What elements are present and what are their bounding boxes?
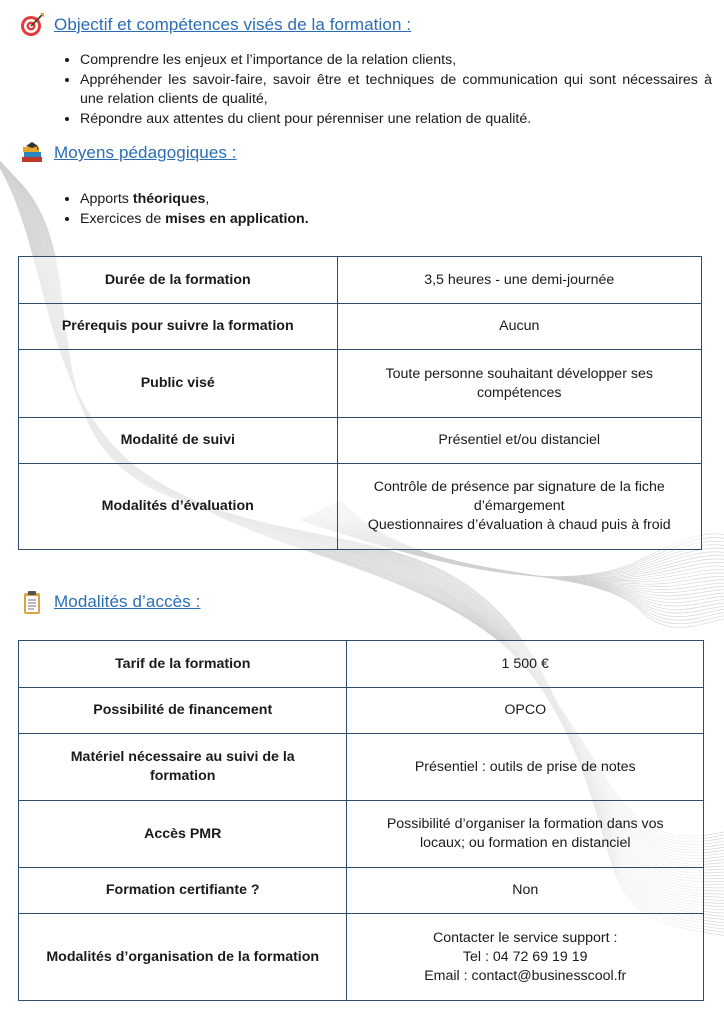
table-row — [19, 304, 702, 350]
list-item: • Appréhender les savoir-faire, savoir être et techniques de communication qui sont nécessaires à une relation clients de qualité, — [80, 71, 712, 110]
acces-heading — [18, 588, 200, 616]
acces-title: Modalités d’accès : — [54, 592, 201, 611]
table-row — [19, 350, 702, 418]
objectifs-heading — [18, 11, 411, 39]
books-icon — [18, 139, 46, 167]
row-label: Possibilité de financement — [19, 688, 347, 734]
row-value: 3,5 heures - une demi-journée — [337, 257, 702, 304]
table-row — [19, 734, 704, 801]
objectifs-title: Objectif et compétences visés de la formation : — [54, 15, 412, 34]
row-value: Contrôle de présence par signature de la fiche d’émargement Questionnaires d’évaluation à chaud puis à froid — [337, 464, 702, 550]
moyens-title: Moyens pédagogiques : — [54, 143, 237, 162]
table-row — [19, 464, 702, 550]
table-row — [19, 868, 704, 914]
row-value: Toute personne souhaitant développer ses compétences — [337, 350, 702, 418]
objectifs-list — [60, 51, 712, 129]
list-item: • Répondre aux attentes du client pour pérenniser une relation de qualité. — [80, 110, 712, 130]
row-label: Formation certifiante ? — [19, 868, 347, 914]
row-value: Aucun — [337, 304, 702, 350]
row-label: Durée de la formation — [19, 257, 338, 304]
row-label: Modalités d’organisation de la formation — [19, 914, 347, 1001]
row-label: Accès PMR — [19, 801, 347, 868]
row-value: Possibilité d’organiser la formation dans vos locaux; ou formation en distanciel — [347, 801, 704, 868]
table-row — [19, 257, 702, 304]
table-row — [19, 418, 702, 464]
row-value: 1 500 € — [347, 641, 704, 688]
list-item: • Apports théoriques, — [80, 190, 712, 210]
moyens-list — [60, 190, 712, 229]
row-value: Présentiel et/ou distanciel — [337, 418, 702, 464]
row-value: OPCO — [347, 688, 704, 734]
target-icon — [18, 11, 46, 39]
row-label: Modalités d’évaluation — [19, 464, 338, 550]
list-item: • Exercices de mises en application. — [80, 210, 712, 230]
formation-details-table — [18, 256, 702, 550]
row-label: Prérequis pour suivre la formation — [19, 304, 338, 350]
acces-details-table — [18, 640, 704, 1001]
list-item: • Comprendre les enjeux et l’importance de la relation clients, — [80, 51, 712, 71]
moyens-heading — [18, 139, 237, 167]
row-value: Contacter le service support : Tel : 04 72 69 19 19 Email : contact@businesscool.fr — [347, 914, 704, 1001]
row-value: Présentiel : outils de prise de notes — [347, 734, 704, 801]
row-label: Public visé — [19, 350, 338, 418]
table-row — [19, 688, 704, 734]
clipboard-icon — [18, 588, 46, 616]
row-label: Matériel nécessaire au suivi de la formation — [19, 734, 347, 801]
table-row — [19, 641, 704, 688]
table-row — [19, 914, 704, 1001]
row-label: Modalité de suivi — [19, 418, 338, 464]
row-label: Tarif de la formation — [19, 641, 347, 688]
row-value: Non — [347, 868, 704, 914]
table-row — [19, 801, 704, 868]
